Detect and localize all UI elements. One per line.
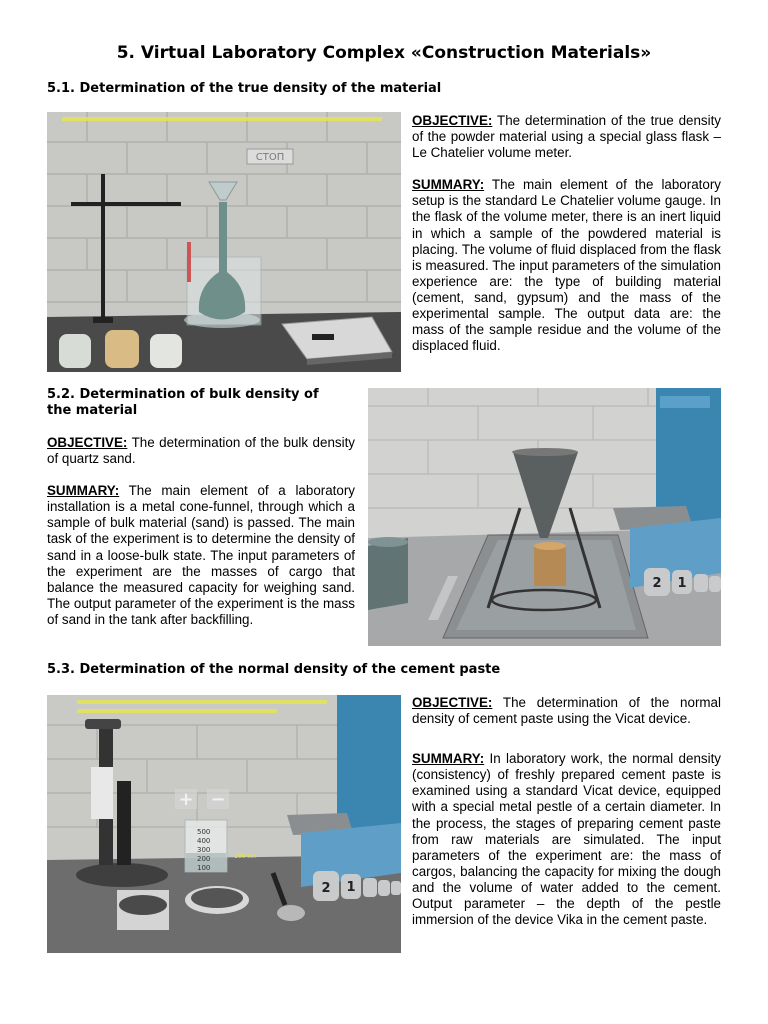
summary-text: The main element of the laboratory setup is the standard Le Chatelier volume gauge. In the flask of the volume meter, there is an inert liquid in which a sample of the powdered material is placing. The volume of fluid displaced from the flask is measured. The input parameters of the simulation experience are: the type of building material (cement, sand, gypsum) and the mass of the experimental sample. The output data are: the mass of the sample residue and the volume of the displaced fluid.: [412, 177, 721, 354]
summary-label: SUMMARY:: [47, 483, 120, 499]
volume-label: 100 мл: [234, 853, 256, 860]
weight-label: 2: [652, 576, 662, 591]
objective-text: The determination of the normal density of cement paste using the Vicat device.: [412, 695, 721, 727]
objective-label: OBJECTIVE:: [412, 695, 493, 710]
stop-label[interactable]: СТОП: [255, 152, 285, 163]
objective-label: OBJECTIVE:: [47, 435, 128, 450]
section-5-1-heading: 5.1. Determination of the true density of the material: [47, 81, 442, 96]
objective-text: The determination of the bulk density of quartz sand.: [47, 435, 355, 467]
minus-button[interactable]: −: [210, 789, 226, 810]
weight-label: 1: [346, 880, 356, 895]
section-5-3-text: [412, 695, 721, 928]
objective-label: OBJECTIVE:: [412, 113, 493, 128]
beaker-mark: 500: [197, 828, 211, 836]
section-5-2-heading: 5.2. Determination of bulk density of the material: [47, 387, 319, 418]
beaker-mark: 200: [197, 855, 211, 863]
beaker-mark: 300: [197, 846, 211, 854]
figure-bulk-density-setup: [368, 388, 721, 646]
beaker-mark: 400: [197, 837, 211, 845]
weight-label: 2: [321, 881, 331, 896]
objective-text: The determination of the true density of the powder material using a special glass flask – Le Chatelier volume meter.: [412, 113, 721, 161]
plus-button[interactable]: +: [178, 789, 194, 810]
summary-text: In laboratory work, the normal density (consistency) of freshly prepared cement paste is examined using a standard Vicat device, equipped with a special metal pestle of a certain diameter. In the process, the stages of preparing cement paste from raw materials are simulated. The input parameters of the experiment are: the mass of cargos, balancing the capacity for mixing the dough and the volume of water added to the cement. Output parameter – the depth of the pestle immersion of the device Vika in the cement paste.: [412, 751, 721, 928]
figure-vicat-setup: [47, 695, 401, 953]
summary-text: The main element of a laboratory installation is a metal cone-funnel, through which a sample of bulk material (sand) is passed. The main task of the experiment is to determine the density of sand in a loose-bulk state. The input parameters of the experiment are the masses of cargo that balance the measured capacity for weighing sand. The output parameter of the experiment is the mass of sand in the tank after backfilling.: [47, 483, 355, 627]
page-title: 5. Virtual Laboratory Complex «Construction Materials»: [116, 43, 652, 63]
summary-label: SUMMARY:: [412, 751, 485, 767]
section-5-3-heading: 5.3. Determination of the normal density of the cement paste: [47, 662, 501, 677]
section-5-1-text: [412, 113, 721, 354]
figure-true-density-setup: [47, 112, 401, 372]
weight-label: 1: [677, 576, 687, 591]
beaker-mark: 100: [197, 864, 211, 872]
summary-label: SUMMARY:: [412, 177, 485, 193]
section-5-2-text: [47, 435, 355, 628]
